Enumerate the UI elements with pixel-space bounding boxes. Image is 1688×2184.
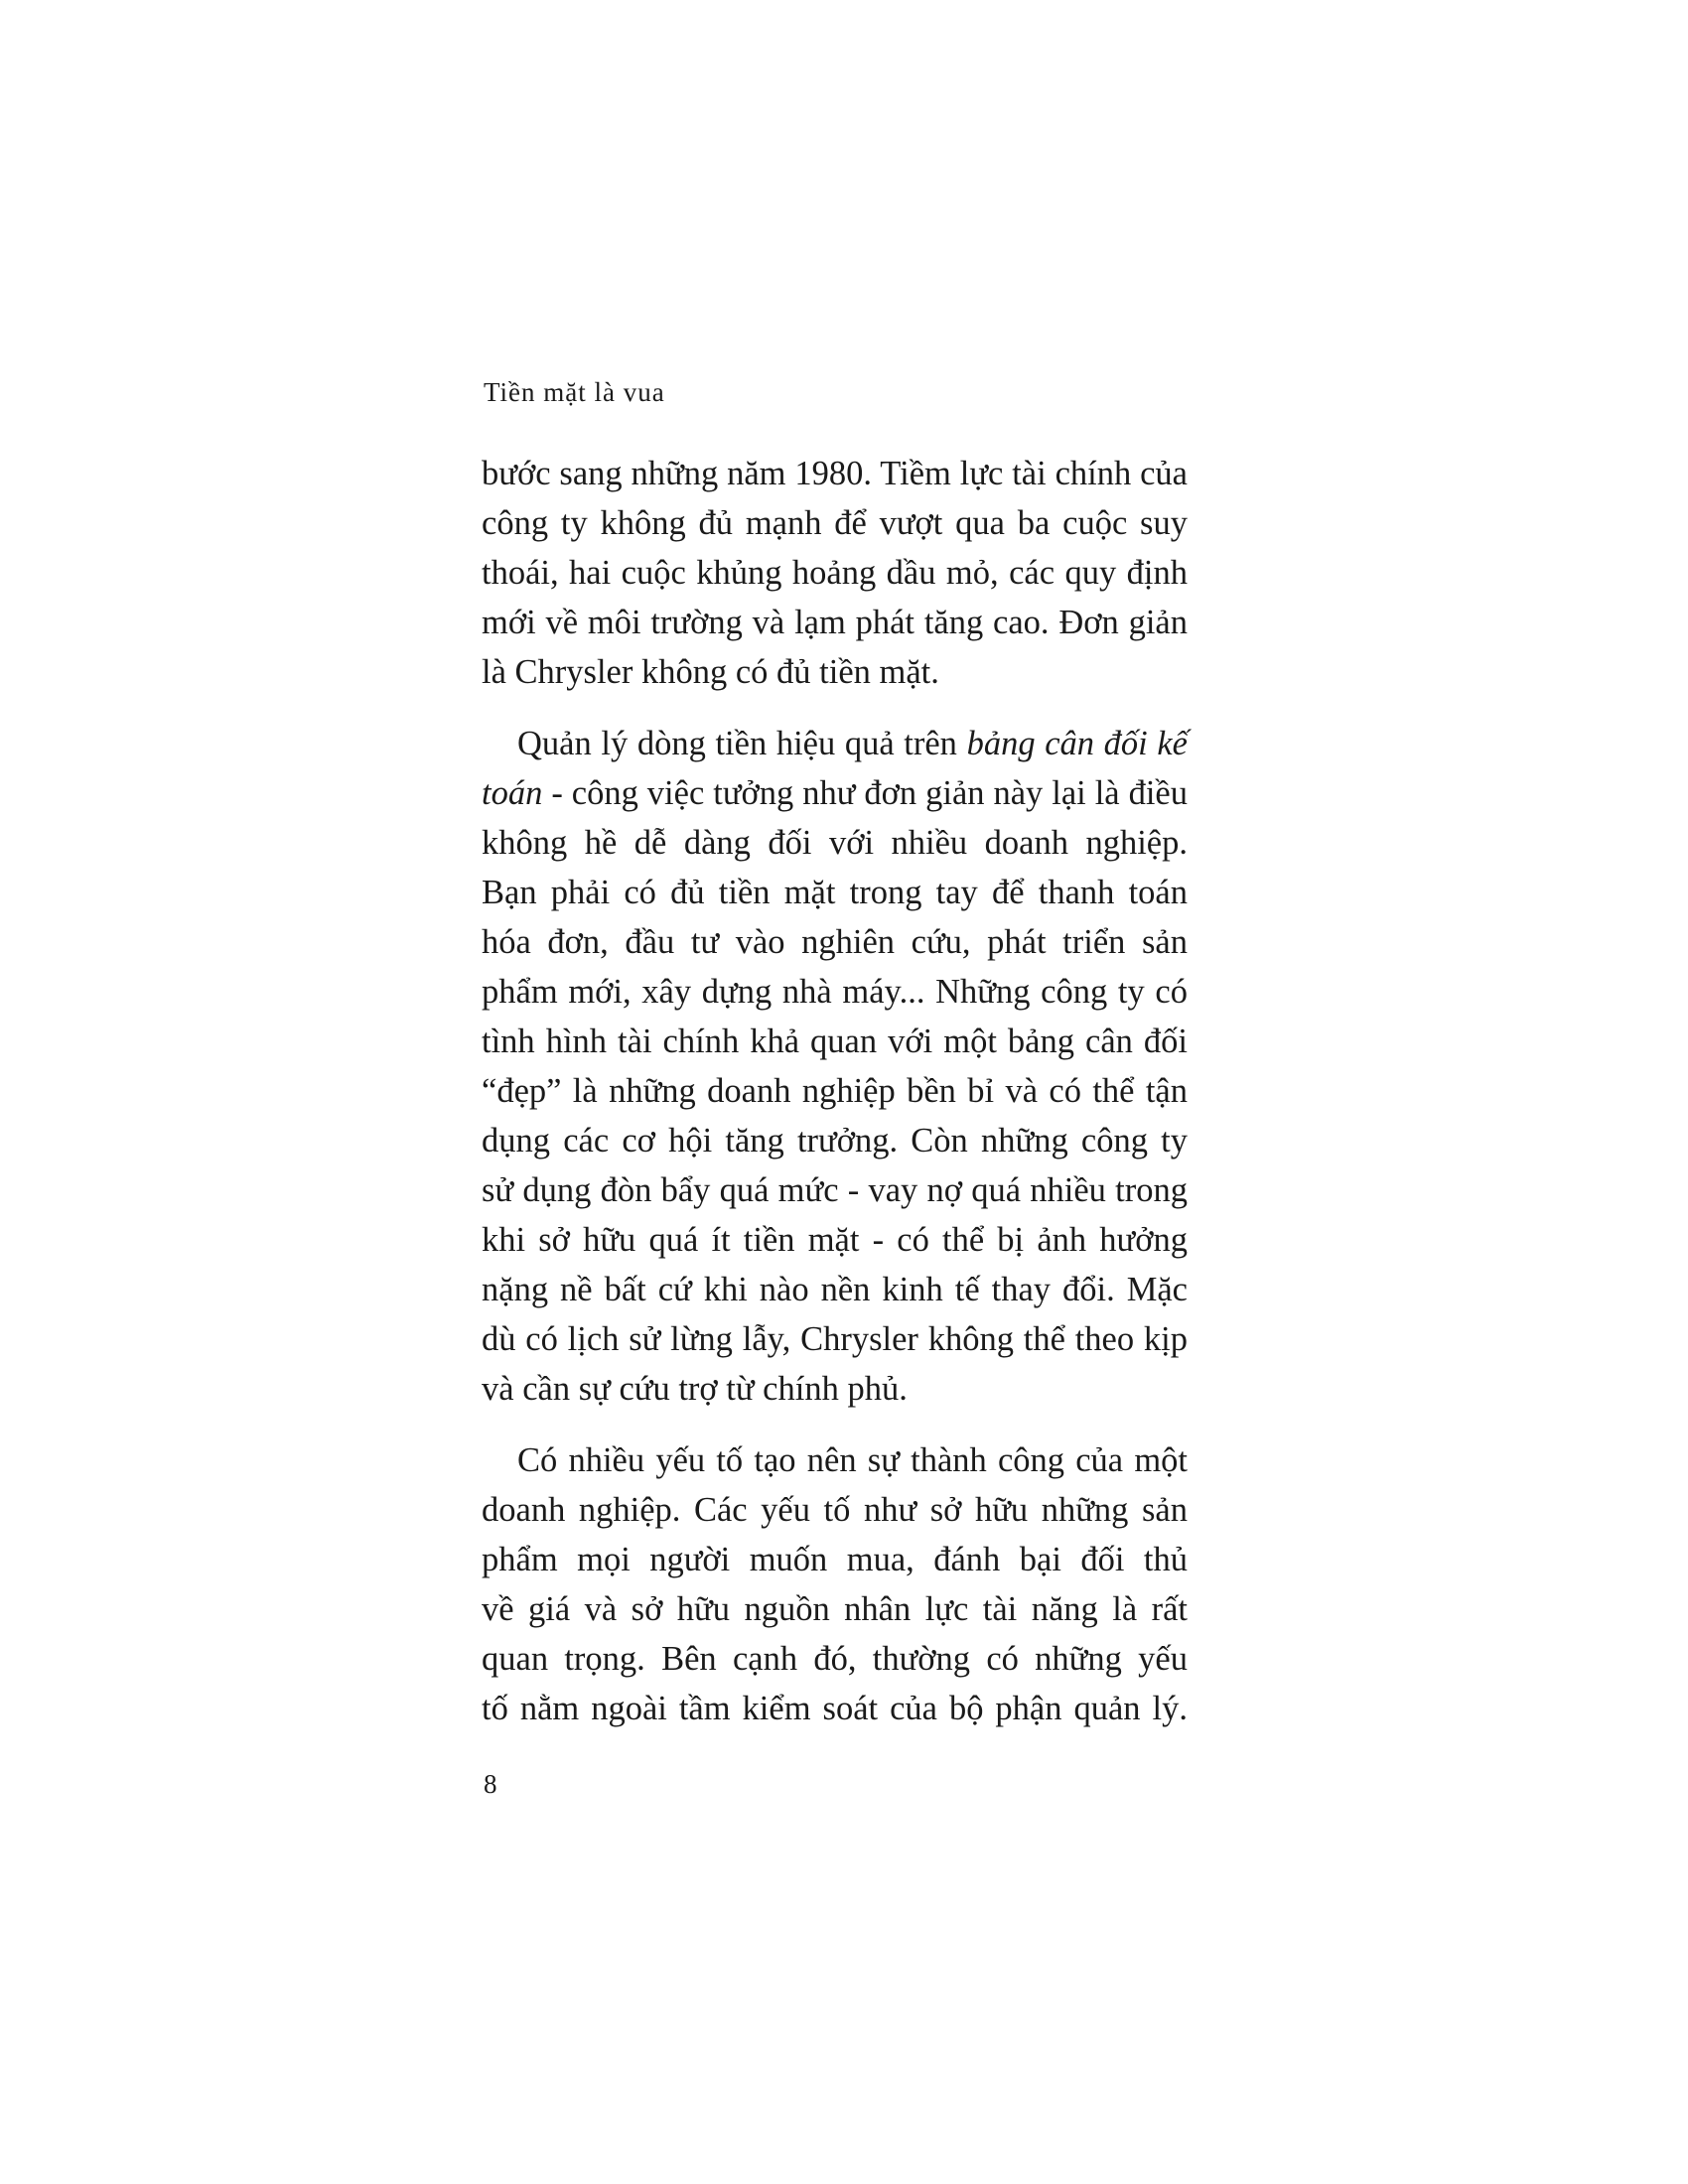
text-line: Có nhiều yếu tố tạo nên sự thành công của một: [517, 1441, 1188, 1479]
text-line: sử dụng đòn bẩy quá mức - vay nợ quá nhiều trong: [482, 1171, 1188, 1209]
text-line: nặng nề bất cứ khi nào nền kinh tế thay đổi. Mặc: [482, 1271, 1188, 1308]
text-line: dù có lịch sử lừng lẫy, Chrysler không thể theo kịp: [482, 1320, 1188, 1358]
paragraph-2: [482, 719, 1188, 1414]
text-line: “đẹp” là những doanh nghiệp bền bỉ và có thể tận: [482, 1072, 1188, 1110]
text-line: thoái, hai cuộc khủng hoảng dầu mỏ, các quy định: [482, 554, 1188, 592]
body-text: [482, 449, 1188, 1733]
text-line: không hề dễ dàng đối với nhiều doanh nghiệp.: [482, 824, 1188, 862]
text-line: [482, 768, 1188, 818]
running-head: Tiền mặt là vua: [484, 377, 665, 407]
paragraph-3: [482, 1435, 1188, 1733]
paragraph-1: [482, 449, 1188, 697]
italic-term: toán: [482, 774, 543, 812]
text-line: phẩm mới, xây dựng nhà máy... Những công ty có: [482, 973, 1188, 1011]
text-line: quan trọng. Bên cạnh đó, thường có những yếu: [482, 1640, 1188, 1678]
text-line: phẩm mọi người muốn mua, đánh bại đối thủ: [482, 1541, 1188, 1578]
text-run: - công việc tưởng như đơn giản này lại là điều: [542, 774, 1188, 812]
text-line: doanh nghiệp. Các yếu tố như sở hữu những sản: [482, 1491, 1188, 1529]
text-line: công ty không đủ mạnh để vượt qua ba cuộc suy: [482, 504, 1188, 542]
text-line: bước sang những năm 1980. Tiềm lực tài chính của: [482, 455, 1188, 492]
text-line: mới về môi trường và lạm phát tăng cao. Đơn giản: [482, 604, 1188, 641]
text-line: tố nằm ngoài tầm kiểm soát của bộ phận quản lý.: [482, 1690, 1188, 1727]
italic-term: bảng cân đối kế: [966, 725, 1188, 762]
text-line: Bạn phải có đủ tiền mặt trong tay để thanh toán: [482, 874, 1188, 911]
text-line: về giá và sở hữu nguồn nhân lực tài năng là rất: [482, 1590, 1188, 1628]
text-line: [482, 719, 1188, 768]
text-run: Quản lý dòng tiền hiệu quả trên: [517, 725, 967, 762]
text-line: dụng các cơ hội tăng trưởng. Còn những công ty: [482, 1122, 1188, 1160]
text-line: tình hình tài chính khả quan với một bảng cân đối: [482, 1023, 1188, 1060]
text-line: và cần sự cứu trợ từ chính phủ.: [482, 1370, 908, 1408]
text-line: hóa đơn, đầu tư vào nghiên cứu, phát triển sản: [482, 923, 1188, 961]
text-line: là Chrysler không có đủ tiền mặt.: [482, 653, 939, 691]
page-number: 8: [484, 1769, 497, 1799]
text-line: khi sở hữu quá ít tiền mặt - có thể bị ảnh hưởng: [482, 1221, 1188, 1259]
